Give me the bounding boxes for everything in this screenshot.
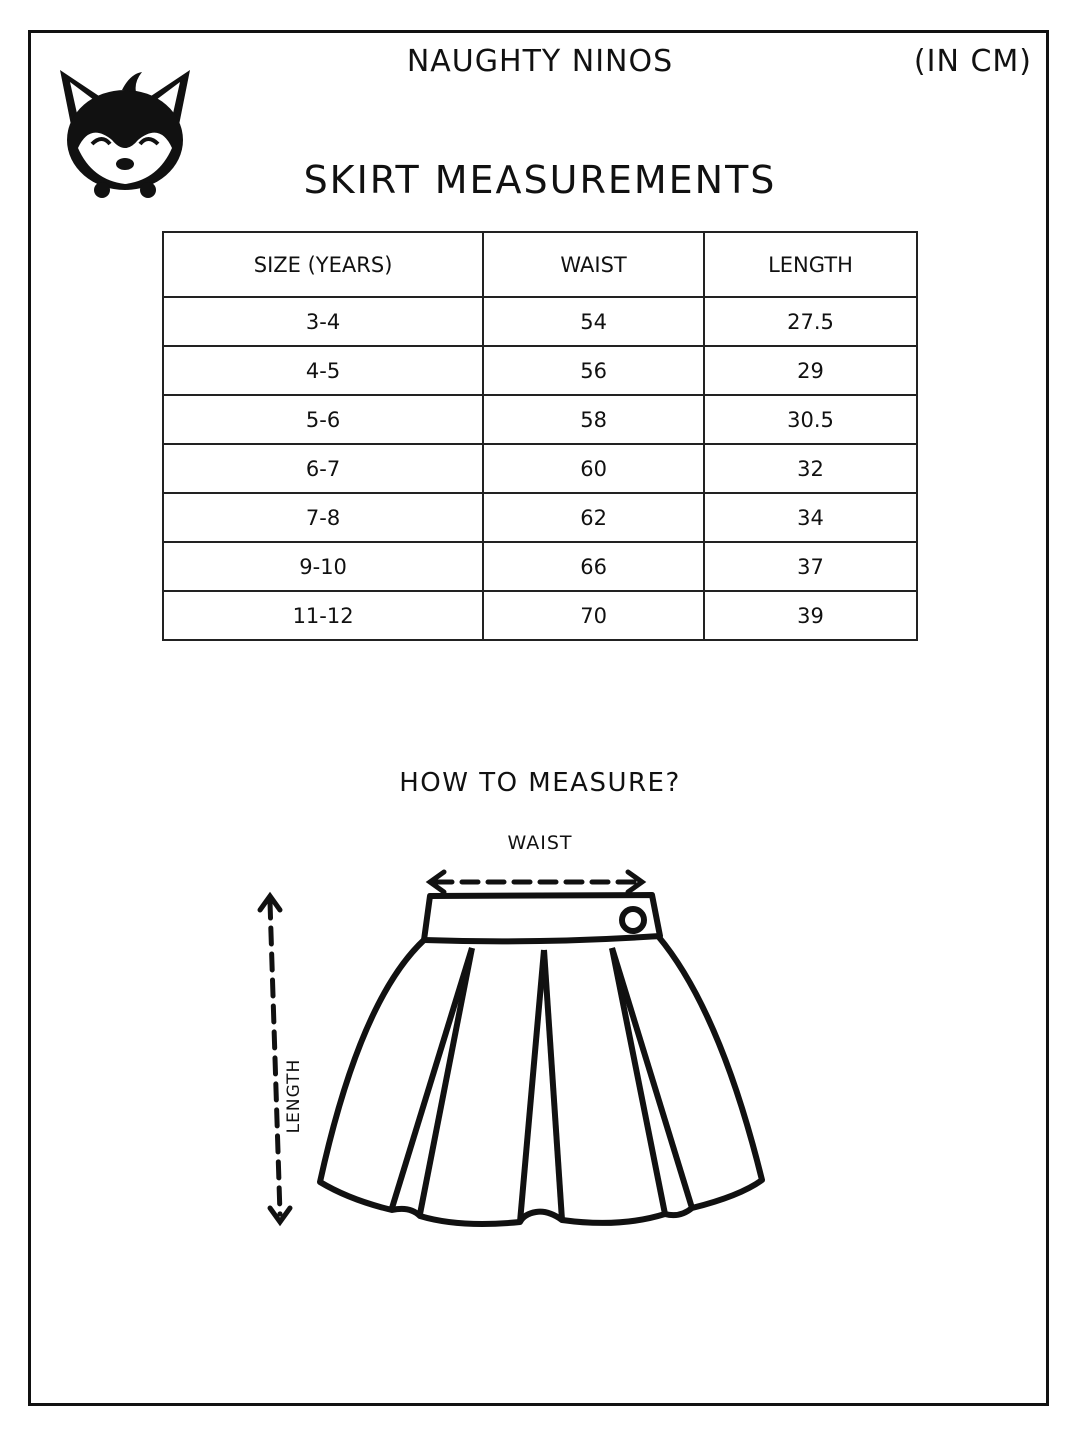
cell-length: 30.5 bbox=[704, 395, 917, 444]
cell-size: 3-4 bbox=[163, 297, 483, 346]
cell-length: 34 bbox=[704, 493, 917, 542]
cell-waist: 54 bbox=[483, 297, 704, 346]
table-row bbox=[163, 542, 917, 591]
length-label: LENGTH bbox=[284, 1058, 304, 1134]
table-row bbox=[163, 297, 917, 346]
waist-label: WAIST bbox=[507, 832, 573, 854]
cell-length: 39 bbox=[704, 591, 917, 640]
cell-waist: 60 bbox=[483, 444, 704, 493]
cell-size: 9-10 bbox=[163, 542, 483, 591]
cell-size: 11-12 bbox=[163, 591, 483, 640]
header-length: LENGTH bbox=[704, 232, 917, 297]
how-to-measure-heading: HOW TO MEASURE? bbox=[399, 768, 681, 798]
cell-length: 37 bbox=[704, 542, 917, 591]
cell-size: 5-6 bbox=[163, 395, 483, 444]
cell-waist: 58 bbox=[483, 395, 704, 444]
brand-name: NAUGHTY NINOS bbox=[406, 44, 674, 79]
table-row bbox=[163, 493, 917, 542]
table-header-row bbox=[163, 232, 917, 297]
size-chart-table bbox=[162, 231, 918, 641]
cell-size: 7-8 bbox=[163, 493, 483, 542]
cell-size: 4-5 bbox=[163, 346, 483, 395]
unit-label: (IN CM) bbox=[913, 44, 1032, 79]
cell-length: 32 bbox=[704, 444, 917, 493]
cell-waist: 62 bbox=[483, 493, 704, 542]
header-waist: WAIST bbox=[483, 232, 704, 297]
cell-waist: 66 bbox=[483, 542, 704, 591]
cell-waist: 56 bbox=[483, 346, 704, 395]
table-row bbox=[163, 395, 917, 444]
table-row bbox=[163, 444, 917, 493]
cell-size: 6-7 bbox=[163, 444, 483, 493]
header-size: SIZE (YEARS) bbox=[163, 232, 483, 297]
table-row bbox=[163, 346, 917, 395]
cell-length: 27.5 bbox=[704, 297, 917, 346]
cell-waist: 70 bbox=[483, 591, 704, 640]
cell-length: 29 bbox=[704, 346, 917, 395]
page-title: SKIRT MEASUREMENTS bbox=[303, 158, 777, 202]
table-row bbox=[163, 591, 917, 640]
